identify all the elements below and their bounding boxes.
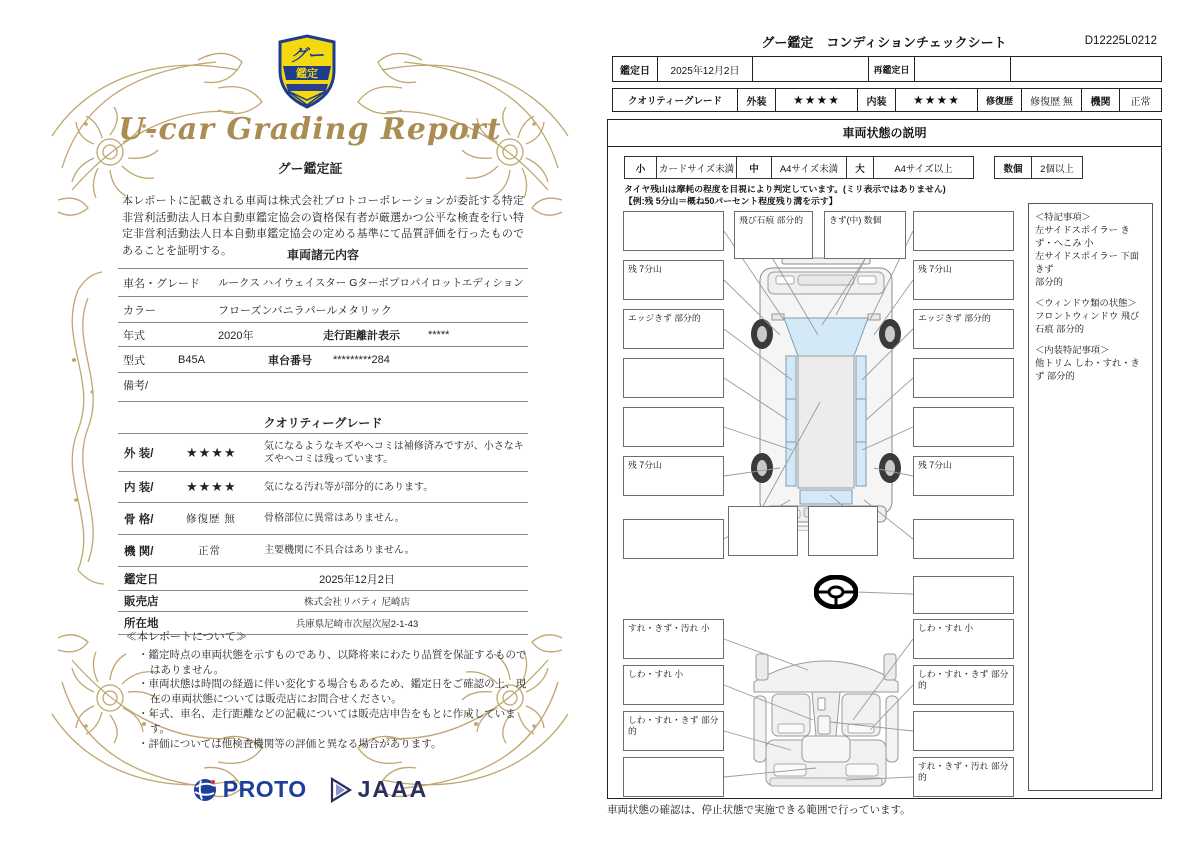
grade-desc: 気になる汚れ等が部分的にあります。 xyxy=(264,481,434,493)
tire-note-line2: 【例:残 5分山＝概ね50パーセント程度残り溝を示す】 xyxy=(624,196,838,207)
empty-cell xyxy=(1011,57,1161,81)
exterior-note-box xyxy=(728,506,798,556)
exterior-note-box: 飛び石痕 部分的 xyxy=(734,211,813,259)
table-row xyxy=(118,590,528,611)
about-item: ・ 鑑定時点の車両状態を示すものであり、以降将来にわたり品質を保証するものではありません。 xyxy=(126,648,530,678)
proto-logo xyxy=(192,776,307,803)
mechanical-value: 正常 xyxy=(1130,96,1151,108)
interior-label: 内装 xyxy=(858,89,896,111)
exterior-note-box: エッジきず 部分的 xyxy=(623,309,724,349)
jaaa-triangle-icon xyxy=(329,777,353,803)
certificate-subtitle: グー鑑定証 xyxy=(277,161,343,176)
left-edge-ornament xyxy=(72,272,104,584)
interior-note-box: しわ・すれ・きず 部分的 xyxy=(913,665,1014,705)
spec-label: 走行距離計表示 xyxy=(323,329,400,342)
table-row xyxy=(118,268,528,296)
footer-label: 所在地 xyxy=(124,618,159,630)
legend-cell: 大 xyxy=(847,157,874,178)
table-row xyxy=(118,322,528,346)
notes-line: 部分的 xyxy=(1035,277,1063,288)
table-row xyxy=(118,502,528,534)
grade-label: 内 装/ xyxy=(124,482,154,494)
legend-cell: A4サイズ未満 xyxy=(772,157,847,178)
vehicle-specs-table xyxy=(118,268,528,402)
spec-value: ***** xyxy=(428,328,450,341)
notes-line: 左サイドスポイラー きず・へこみ 小 xyxy=(1035,225,1130,249)
spec-label: 車名・グレード xyxy=(123,277,200,290)
grade-stars: ★★★★ xyxy=(186,479,237,494)
exterior-note-box xyxy=(913,358,1014,398)
exterior-stars: ★★★★ xyxy=(776,89,858,111)
jaaa-logo-text: JAAA xyxy=(357,776,429,802)
grade-desc: 骨格部位に異常はありません。 xyxy=(264,513,405,524)
legend-cell: 小 xyxy=(625,157,657,178)
table-row xyxy=(118,566,528,590)
spec-value: 2020年 xyxy=(218,329,254,342)
notes-line: 他トリム しわ・すれ・きず 部分的 xyxy=(1035,358,1140,382)
grade-desc: 主要機関に不具合はありません。 xyxy=(264,545,415,556)
proto-logo-text: PROTO xyxy=(222,776,307,802)
table-row xyxy=(118,534,528,566)
proto-globe-icon xyxy=(192,777,218,803)
spec-label: 車台番号 xyxy=(268,354,312,367)
grade-heading: クオリティーグレード xyxy=(263,416,383,430)
grade-value: 正常 xyxy=(198,545,221,557)
footer-logos xyxy=(40,776,580,803)
exterior-note-box xyxy=(623,519,724,559)
certificate-intro-paragraph: 本レポートに記載される車両は株式会社プロトコーポレーションが委託する特定非営利活動法人日本自動車鑑定協会の資格保有者が厳選かつ公平な検査を行い特定非営利活動法人日本自動車鑑定協会の定める基準にて品質評価を行ったものであることを証明する。 xyxy=(122,195,524,257)
exterior-note-box: 残 7分山 xyxy=(913,456,1014,496)
legend-cell: 2個以上 xyxy=(1040,163,1074,175)
grade-label: 外 装/ xyxy=(124,447,154,460)
spec-label: カラー xyxy=(123,304,156,317)
exterior-note-box xyxy=(913,519,1014,559)
quality-grade-label: クオリティーグレード xyxy=(613,89,738,111)
notes-line: フロントウィンドウ 飛び石痕 部分的 xyxy=(1035,311,1140,335)
appraisal-date-label: 鑑定日 xyxy=(613,57,658,81)
grade-label: 機 関/ xyxy=(124,545,154,558)
quality-grade-table xyxy=(118,433,528,635)
quality-grade-summary-table xyxy=(612,88,1162,112)
jaaa-logo xyxy=(329,776,429,803)
svg-text:鑑定: 鑑定 xyxy=(296,68,318,80)
interior-note-box: すれ・きず・汚れ 小 xyxy=(623,619,724,659)
grade-value: 修復歴 無 xyxy=(186,513,236,525)
about-report-notes xyxy=(126,630,530,752)
interior-stars: ★★★★ xyxy=(896,89,978,111)
repair-history-label: 修復歴 xyxy=(978,89,1022,111)
appraisal-date-value: 2025年12月2日 xyxy=(658,57,753,81)
footer-value: 兵庫県尼崎市次屋次屋2-1-43 xyxy=(295,619,419,630)
grade-stars: ★★★★ xyxy=(186,444,237,460)
tire-note-line1: タイヤ残山は摩耗の程度を目視により判定しています。(ミリ表示ではありません) xyxy=(624,184,946,194)
exterior-note-box xyxy=(623,211,724,251)
legend-cell: 中 xyxy=(737,157,772,178)
table-row xyxy=(118,346,528,372)
legend-cell: カードサイズ未満 xyxy=(657,157,737,178)
notes-heading: ＜特記事項＞ xyxy=(1035,212,1091,222)
legend-cell: 数個 xyxy=(995,157,1032,178)
exterior-label: 外装 xyxy=(738,89,776,111)
spec-value: *********284 xyxy=(333,353,390,366)
about-item: ・ 車両状態は時間の経過に伴い変化する場合もあるため、鑑定日をご確認の上、現在の車両状態については販売店にお問合せください。 xyxy=(126,677,530,707)
special-notes-panel xyxy=(1028,203,1153,791)
interior-note-box: しわ・すれ 小 xyxy=(623,665,724,705)
condition-check-sheet xyxy=(605,30,1163,830)
about-item: ・ 評価については他検査機関等の評価と異なる場合があります。 xyxy=(126,737,530,752)
grading-certificate xyxy=(40,30,580,820)
footer-value: 2025年12月2日 xyxy=(319,573,395,586)
exterior-note-box: エッジきず 部分的 xyxy=(913,309,1014,349)
exterior-note-box xyxy=(623,358,724,398)
table-row xyxy=(118,296,528,322)
exterior-note-box: 残 7分山 xyxy=(913,260,1014,300)
exterior-note-box: きず(中) 数個 xyxy=(824,211,906,259)
vehicle-condition-box xyxy=(607,119,1162,799)
about-item: ・ 年式、車名、走行距離などの記載については販売店申告をもとに作成しています。 xyxy=(126,707,530,737)
interior-note-box: しわ・すれ・きず 部分的 xyxy=(623,711,724,751)
spec-value: ルークス ハイウェイスター Gターボプロパイロットエディション xyxy=(218,277,524,289)
interior-note-box: すれ・きず・汚れ 部分的 xyxy=(913,757,1014,797)
goo-kantei-badge xyxy=(276,34,338,110)
exterior-note-box: 残 7分山 xyxy=(623,456,724,496)
grade-label: 骨 格/ xyxy=(124,513,154,526)
exterior-note-box xyxy=(913,407,1014,447)
table-row xyxy=(118,433,528,471)
table-row xyxy=(118,471,528,502)
spec-label: 型式 xyxy=(123,354,145,367)
spec-value: フローズンバニラパールメタリック xyxy=(218,304,392,317)
spec-label: 備考/ xyxy=(123,380,149,392)
interior-note-box: しわ・すれ 小 xyxy=(913,619,1014,659)
sheet-title: グー鑑定 コンディションチェックシート xyxy=(761,35,1007,50)
empty-cell xyxy=(915,57,1011,81)
certificate-title: U-car Grading Report xyxy=(118,112,502,147)
exterior-note-box xyxy=(808,506,878,556)
repair-history-value: 修復歴 無 xyxy=(1022,89,1082,111)
steering-wheel-icon xyxy=(814,575,858,609)
exterior-note-box xyxy=(913,211,1014,251)
notes-line: 左サイドスポイラー 下面きず xyxy=(1035,251,1140,275)
interior-note-box xyxy=(913,711,1014,751)
appraisal-date-table xyxy=(612,56,1162,82)
re-appraisal-date-label: 再鑑定日 xyxy=(869,57,915,81)
specs-heading: 車両諸元内容 xyxy=(286,248,359,262)
svg-text:グー: グー xyxy=(290,46,324,65)
notes-heading: ＜内装特記事項＞ xyxy=(1035,345,1110,356)
spec-value: B45A xyxy=(178,353,205,366)
condition-section-title: 車両状態の説明 xyxy=(608,120,1161,147)
table-row xyxy=(118,372,528,402)
exterior-note-box: 残 7分山 xyxy=(623,260,724,300)
about-heading: ≪本レポートについて≫ xyxy=(126,631,247,643)
footer-label: 鑑定日 xyxy=(124,573,159,586)
exterior-note-box xyxy=(623,407,724,447)
grade-desc: 気になるようなキズやヘコミは補修済みですが、小さなキズやヘコミは残っています。 xyxy=(264,440,524,465)
legend-cell: A4サイズ以上 xyxy=(894,163,953,175)
interior-note-box xyxy=(623,757,724,797)
footer-label: 販売店 xyxy=(124,596,159,608)
empty-cell xyxy=(753,57,869,81)
spec-label: 年式 xyxy=(123,329,145,342)
mechanical-label: 機関 xyxy=(1082,89,1120,111)
footer-value: 株式会社リバティ 尼崎店 xyxy=(303,597,411,608)
interior-note-box xyxy=(913,576,1014,614)
document-number: D12225L0212 xyxy=(1084,35,1157,47)
notes-heading: ＜ウィンドウ類の状態＞ xyxy=(1035,298,1137,309)
inspection-scope-note: 車両状態の確認は、停止状態で実施できる範囲で行っています。 xyxy=(607,804,911,816)
